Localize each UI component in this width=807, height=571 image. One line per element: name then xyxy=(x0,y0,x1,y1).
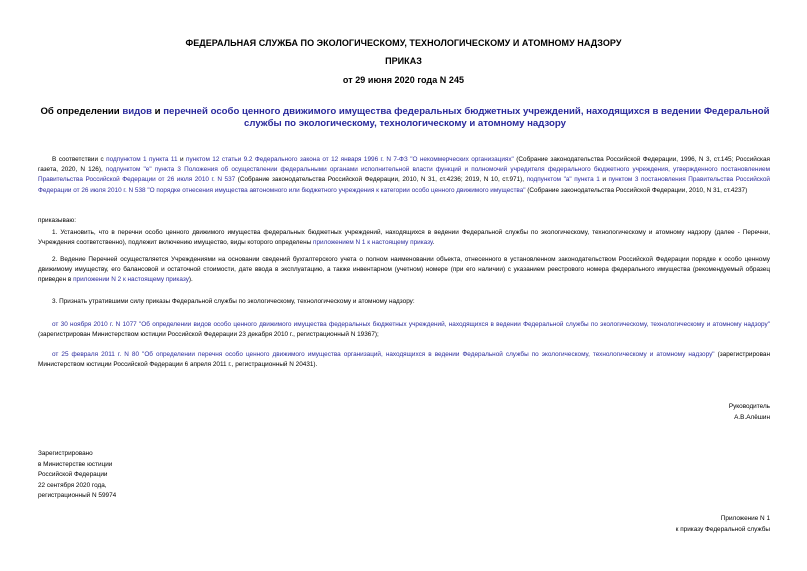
date-number-heading: от 29 июня 2020 года N 245 xyxy=(342,75,465,85)
registration-block xyxy=(38,449,116,502)
paragraph-text: и xyxy=(599,176,609,184)
paragraph-text: 2. Ведение Перечней осуществляется Учреждениями на основании сведений бухгалтерского учета о полном наименовании объекта, отнесенного в установленном законодательством Российской Федерации порядке к особо ценному движимому имуществу, его балансовой и остаточной стоимости, дате ввода в эксплуатацию, а также инвентарном (учетном) номере (при его наличии) с указанием реестрового номера федерального имущества (рекомендуемый образец приведен в xyxy=(38,256,770,284)
law-link[interactable]: пунктом 12 статьи 9.2 Федерального закона от 12 января 1996 г. N 7-ФЗ "О некоммерческих организациях" xyxy=(186,156,514,163)
paragraph-text: (зарегистрирован Министерством юстиции Российской Федерации 23 декабря 2010 г., регистрационный N 19367); xyxy=(38,331,379,339)
paragraph-text: (Собрание законодательства Российской Федерации, 2010, N 31, ст.4237) xyxy=(525,186,748,194)
signer-name: А.В.Алёшин xyxy=(734,413,770,421)
repealed-order-2 xyxy=(38,350,770,370)
clause-3: 3. Признать утратившими силу приказы Федеральной службы по экологическому, технологическому и атомному надзору: xyxy=(52,298,415,305)
paragraph-text: . xyxy=(432,239,435,247)
title-link-lists[interactable]: перечней особо ценного движимого имущества федеральных бюджетных учреждений, находящихся в ведении Федеральной службы по экологическому, технологическому и атомному надзору xyxy=(163,106,770,129)
document-title xyxy=(40,106,770,130)
appendix-2-link[interactable]: приложении N 2 к настоящему приказу xyxy=(73,276,189,284)
paragraph-text: В соответствии с xyxy=(52,156,107,163)
doc-type-heading: ПРИКАЗ xyxy=(385,56,422,66)
appendix-reference: к приказу Федеральной службы xyxy=(675,525,770,533)
paragraph-text: (Собрание законодательства Российской Федерации, 2010, N 31, ст.4236; 2019, N 10, ст.971), xyxy=(235,176,527,184)
title-text: и xyxy=(152,106,164,117)
registration-line: 22 сентября 2020 года, xyxy=(38,481,107,489)
clause-2 xyxy=(38,255,770,286)
title-text: Об определении xyxy=(40,106,123,117)
law-link[interactable]: подпунктом "е" пункта 3 Положения об осуществлении федеральными органами исполнительной власти функций и полномочий учредителя федерального бюджетного учреждения, утвержденного постановлением Правительства Российской Федерации от 26 июля 2010 г. N 537 xyxy=(38,166,770,184)
registration-line: в Министерстве юстиции xyxy=(38,460,113,468)
paragraph-text: и xyxy=(177,156,187,163)
preamble-paragraph xyxy=(38,155,770,196)
paragraph-text: 1. Установить, что в перечни особо ценного движимого имущества федеральных бюджетных учреждений, находящихся в ведении Федеральной службы по экологическому, технологическому и атомному надзору (далее - Перечни, Учреждения соответственно), подлежит включению имущество, виды которого определены xyxy=(38,229,770,247)
law-link[interactable]: подпунктом "а" пункта 1 xyxy=(526,176,600,184)
repealed-order-link[interactable]: от 25 февраля 2011 г. N 80 "Об определении перечня особо ценного движимого имущества организаций, находящихся в ведении Федеральной службы по экологическому, технологическому и атомному надзору" xyxy=(52,351,715,358)
clause-1 xyxy=(38,228,770,248)
agency-heading: ФЕДЕРАЛЬНАЯ СЛУЖБА ПО ЭКОЛОГИЧЕСКОМУ, ТЕХНОЛОГИЧЕСКОМУ И АТОМНОМУ НАДЗОРУ xyxy=(185,38,622,48)
repealed-order-1 xyxy=(38,320,770,340)
appendix-header xyxy=(676,514,770,535)
registration-line: Российской Федерации xyxy=(38,471,108,478)
signer-role: Руководитель xyxy=(728,403,770,410)
registration-line: регистрационный N 59974 xyxy=(38,492,117,499)
appendix-1-link[interactable]: приложением N 1 к настоящему приказу xyxy=(313,239,433,247)
order-verb: приказываю: xyxy=(38,217,76,224)
law-link[interactable]: подпунктом 1 пункта 11 xyxy=(106,156,178,163)
law-link[interactable]: пунктом 3 постановления Правительства Российской Федерации от 26 июля 2010 г. N 538 "О порядке отнесения имущества автономного или бюджетного учреждения к категории особо ценного движимого имущества" xyxy=(38,176,770,194)
registration-line: Зарегистрировано xyxy=(38,450,93,457)
paragraph-text: (зарегистрирован Министерством юстиции Российской Федерации 6 апреля 2011 г., регистрационный N 20431). xyxy=(38,351,770,369)
title-link-types[interactable]: видов xyxy=(122,106,152,117)
paragraph-text: ). xyxy=(188,276,193,284)
appendix-number: Приложение N 1 xyxy=(720,515,770,522)
paragraph-text: (Собрание законодательства Российской Федерации, 1996, N 3, ст.145; Российская газета, 2020, N 126), xyxy=(38,156,771,174)
signature-block xyxy=(729,402,770,423)
repealed-order-link[interactable]: от 30 ноября 2010 г. N 1077 "Об определении видов особо ценного движимого имущества федеральных бюджетных учреждений, находящихся в ведении Федеральной службы по экологическому, технологическому и атомному надзору" xyxy=(52,321,770,328)
